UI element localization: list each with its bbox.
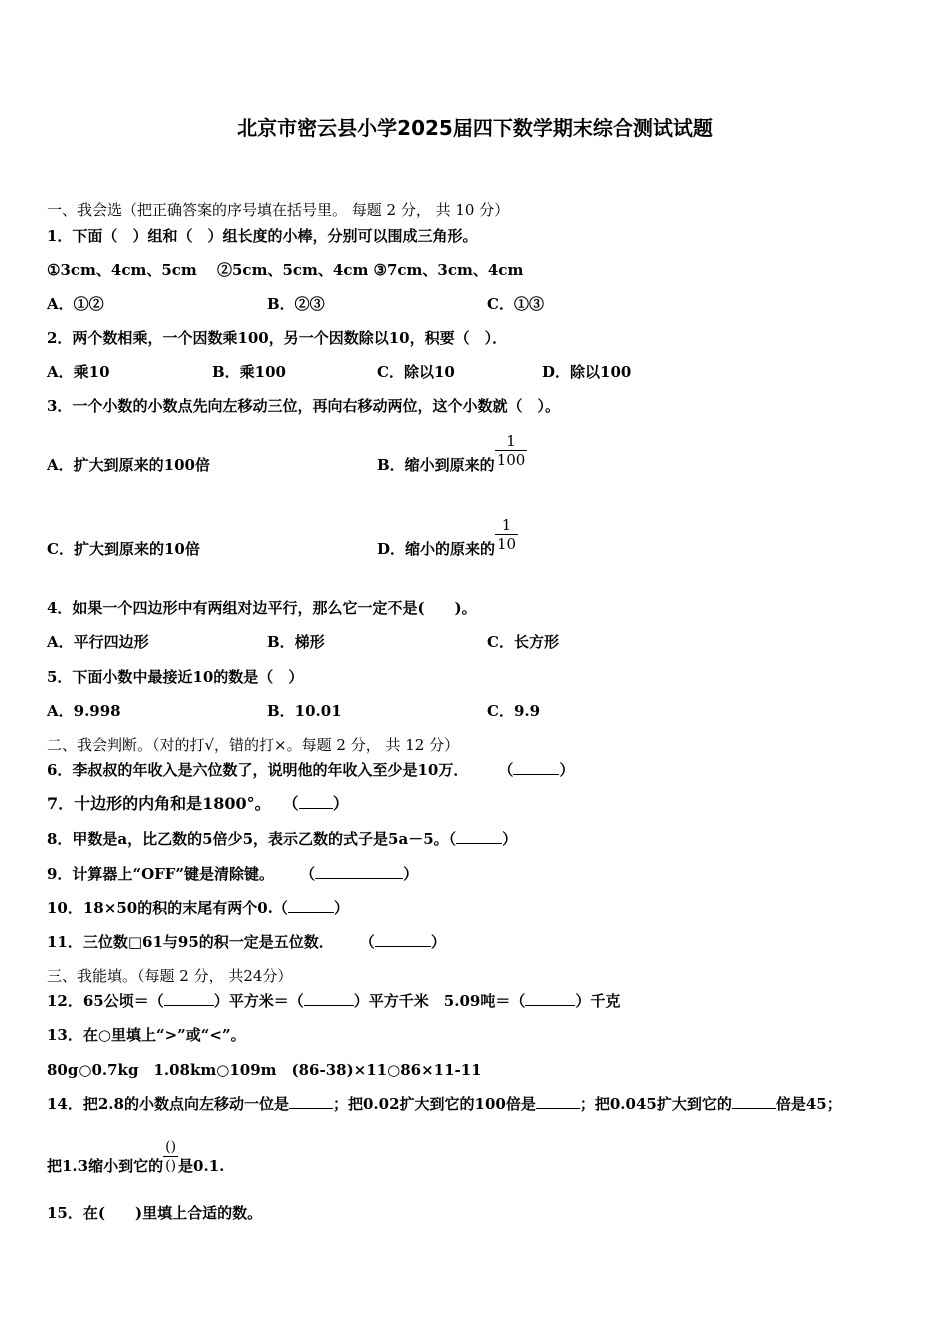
q5-option-a: A．9.998 — [47, 702, 121, 720]
q3-option-d-numerator: 1 — [495, 516, 518, 535]
q5-option-c: C．9.9 — [487, 702, 541, 720]
q14-blank-2[interactable] — [536, 1094, 580, 1109]
q14-part2: ；把0.02扩大到它的100倍是 — [332, 1095, 536, 1113]
q6-text: 6．李叔叔的年收入是六位数了，说明他的年收入至少是10万． — [47, 761, 469, 779]
q1-groups: ①3cm、4cm、5cm ②5cm、5cm、4cm ③7cm、3cm、4cm — [47, 261, 524, 279]
page-title: 北京市密云县小学2025届四下数学期末综合测试试题 — [237, 116, 713, 140]
section1-header: 一、我会选（把正确答案的序号填在括号里。 每题 2 分， 共 10 分） — [47, 201, 510, 219]
q12-part5: ）千克 — [575, 992, 621, 1010]
q14-part3: ；把0.045扩大到它的 — [579, 1095, 732, 1113]
q3-option-c: C．扩大到原来的10倍 — [47, 540, 200, 558]
q4-option-c: C．长方形 — [487, 633, 559, 651]
q9-paren-close: ） — [403, 865, 419, 883]
q8-answer-blank[interactable] — [456, 829, 502, 844]
q10-paren-open: （ — [272, 899, 288, 917]
q6-answer-blank[interactable] — [513, 760, 559, 775]
q8-text: 8．甲数是a，比乙数的5倍少5，表示乙数的式子是5a－5。 — [47, 830, 449, 848]
q3-option-d-fraction — [495, 516, 518, 553]
q5-option-b: B．10.01 — [267, 702, 342, 720]
q11 — [47, 932, 446, 952]
q6 — [47, 760, 574, 780]
q4-stem: 4．如果一个四边形中有两组对边平行，那么它一定不是( )。 — [47, 599, 477, 617]
q14-part1: 14．把2.8的小数点向左移动一位是 — [47, 1095, 289, 1113]
q9-text: 9．计算器上“OFF”键是清除键。 — [47, 865, 275, 883]
q4-option-b: B．梯形 — [267, 633, 325, 651]
q6-paren-open: （ — [498, 761, 514, 779]
q13-items: 80g○0.7kg 1.08km○109m (86-38)×11○86×11-11 — [47, 1061, 482, 1079]
q9-answer-blank[interactable] — [315, 864, 403, 879]
q14-line2-prefix: 把1.3缩小到它的 — [47, 1157, 164, 1175]
q3-option-b-numerator: 1 — [495, 432, 528, 451]
q14-line2-suffix: 是0.1. — [178, 1157, 225, 1175]
q6-paren-close: ） — [559, 761, 575, 779]
q14-blank-1[interactable] — [289, 1094, 333, 1109]
q12-blank-3[interactable] — [525, 991, 575, 1006]
q5-stem: 5．下面小数中最接近10的数是（ ） — [47, 668, 304, 686]
q11-paren-open: （ — [359, 933, 375, 951]
q7-answer-blank[interactable] — [299, 794, 333, 809]
q12 — [47, 991, 620, 1011]
q14-blank-3[interactable] — [732, 1094, 776, 1109]
q3-option-b — [377, 432, 527, 475]
q12-blank-2[interactable] — [304, 991, 354, 1006]
q9-paren-open: （ — [300, 865, 316, 883]
q9 — [47, 864, 418, 884]
q3-option-d — [377, 516, 518, 559]
q14-part4: 倍是45； — [775, 1095, 842, 1113]
q3-option-d-denominator: 10 — [497, 535, 517, 553]
q11-paren-close: ） — [430, 933, 446, 951]
q3-stem: 3．一个小数的小数点先向左移动三位，再向右移动两位，这个小数就（ ）。 — [47, 397, 560, 415]
q1-stem: 1．下面（ ）组和（ ）组长度的小棒，分别可以围成三角形。 — [47, 227, 478, 245]
q2-option-d: D．除以100 — [542, 363, 632, 381]
q3-option-a: A．扩大到原来的100倍 — [47, 456, 210, 474]
q2-option-b: B．乘100 — [212, 363, 286, 381]
q10-text: 10．18×50的积的末尾有两个0. — [47, 899, 273, 917]
q1-option-c: C．①③ — [487, 295, 544, 313]
q11-text: 11．三位数□61与95的积一定是五位数． — [47, 933, 334, 951]
q7-paren-close: ） — [332, 794, 349, 813]
q10-answer-blank[interactable] — [288, 898, 334, 913]
q4-option-a: A．平行四边形 — [47, 633, 149, 651]
q12-blank-1[interactable] — [164, 991, 214, 1006]
q11-answer-blank[interactable] — [375, 932, 431, 947]
q7-text: 7．十边形的内角和是1800°。 — [47, 794, 271, 813]
q1-option-b: B．②③ — [267, 295, 325, 313]
q12-part4: 5.09吨＝（ — [443, 992, 526, 1010]
q2-stem: 2．两个数相乘，一个因数乘100，另一个因数除以10，积要（ ）． — [47, 329, 508, 347]
section3-header: 三、我能填。（每题 2 分， 共24分） — [47, 967, 293, 985]
q3-option-b-denominator: 100 — [496, 451, 526, 469]
q12-part3: ）平方千米 — [353, 992, 444, 1010]
q1-option-a: A．①② — [47, 295, 104, 313]
q14-line2 — [47, 1138, 224, 1176]
q12-part1: 12．65公顷＝（ — [47, 992, 164, 1010]
q2-option-a: A．乘10 — [47, 363, 110, 381]
q13-stem: 13．在○里填上“>”或“<”。 — [47, 1026, 246, 1044]
q12-part2: ）平方米＝（ — [213, 992, 304, 1010]
q14-line1 — [47, 1094, 842, 1114]
q8-paren-close: ） — [502, 830, 518, 848]
q15-stem: 15．在( )里填上合适的数。 — [47, 1204, 263, 1222]
q2-option-c: C．除以10 — [377, 363, 455, 381]
q10 — [47, 898, 349, 918]
q3-option-b-label: B．缩小到原来的 — [377, 456, 495, 474]
section2-header: 二、我会判断。（对的打√，错的打×。每题 2 分， 共 12 分） — [47, 736, 460, 754]
q7 — [47, 794, 349, 814]
q3-option-b-fraction — [495, 432, 528, 469]
q14-fraction-numerator: () — [165, 1139, 177, 1155]
q8 — [47, 829, 517, 849]
q3-option-d-label: D．缩小的原来的 — [377, 540, 496, 558]
q8-paren-open: （ — [448, 830, 457, 848]
q14-fraction-denominator: () — [165, 1158, 177, 1174]
q10-paren-close: ） — [333, 899, 349, 917]
q14-fraction — [163, 1138, 178, 1175]
q7-paren-open: （ — [282, 794, 299, 813]
